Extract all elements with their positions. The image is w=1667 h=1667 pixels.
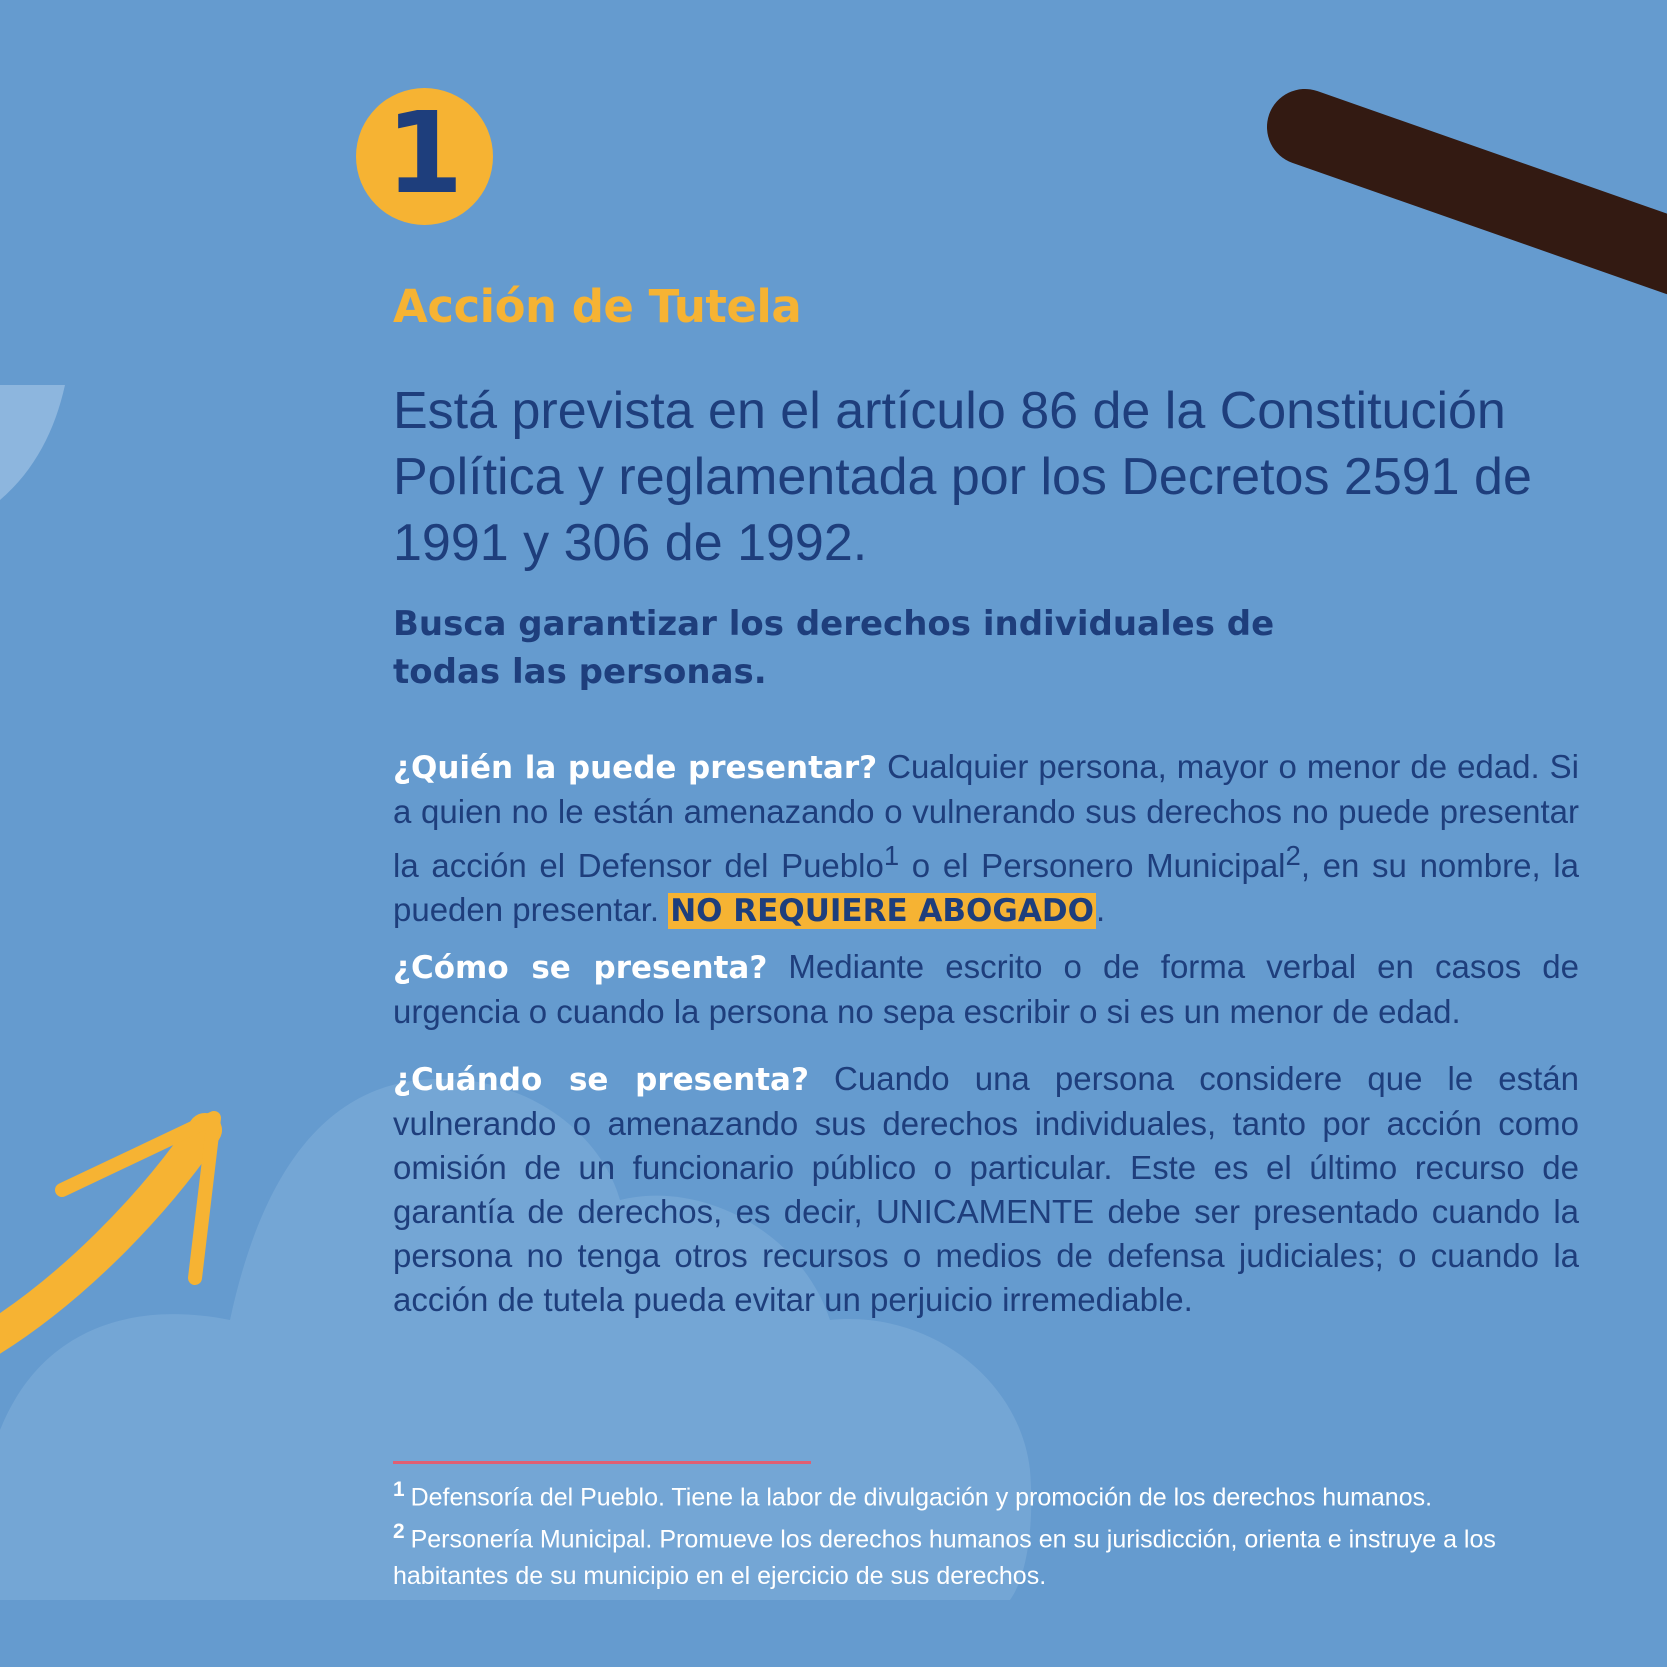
intro-paragraph: Está prevista en el artículo 86 de la Constitución Política y reglamentada por los Decretos 2591 de 1991 y 306 de 1992. — [393, 382, 1532, 572]
footnote-2-mark: 2 — [393, 1520, 405, 1543]
how-question: ¿Cómo se presenta? — [393, 950, 768, 986]
when-question: ¿Cuándo se presenta? — [393, 1062, 809, 1098]
when-text: Cuando una persona considere que le están vulnerando o amenazando sus derechos individuales, tanto por acción como omisión de un funcionario público o particular. Este es el último recurso de garantía de derechos, es decir, UNICAMENTE debe ser presentado cuando la persona no tenga otros recursos o medios de defensa judiciales; o cuando la acción de tutela pueda evitar un perjuicio irremediable. — [393, 1060, 1580, 1318]
footnote-1-mark: 1 — [393, 1478, 405, 1501]
footnote-ref-1: 1 — [883, 840, 900, 871]
arrow-icon — [0, 1118, 214, 1340]
who-text-a: Cualquier persona, mayor o menor de edad. Si a quien no le están amenazando o vulnerando sus derechos no puede presentar la acción el Defensor del Pueblo — [393, 748, 1579, 884]
step-number: 1 — [385, 88, 464, 219]
step-number-badge — [356, 88, 493, 225]
page-title: Acción de Tutela — [393, 280, 802, 333]
how-text: Mediante escrito o de forma verbal en casos de urgencia o cuando la persona no sepa escribir o si es un menor de edad. — [393, 948, 1579, 1030]
how-section — [393, 945, 1579, 1034]
footnote-divider — [393, 1461, 811, 1464]
who-text-d: . — [1095, 891, 1106, 928]
footnote-1-text: Defensoría del Pueblo. Tiene la labor de divulgación y promoción de los derechos humanos. — [410, 1483, 1433, 1512]
footnote-ref-2: 2 — [1285, 840, 1301, 871]
footnote-2-text: Personería Municipal. Promueve los derechos humanos en su jurisdicción, orienta e instruye a los habitantes de su municipio en el ejercicio de sus derechos. — [393, 1525, 1496, 1591]
lead-paragraph: Busca garantizar los derechos individuales de todas las personas. — [393, 604, 1275, 692]
who-section — [393, 745, 1579, 933]
who-question: ¿Quién la puede presentar? — [393, 750, 878, 786]
no-lawyer-highlight: NO REQUIERE ABOGADO — [670, 893, 1094, 929]
footnote-1 — [393, 1471, 1579, 1516]
who-text-b: o el Personero Municipal — [899, 847, 1286, 884]
footnote-2 — [393, 1513, 1579, 1595]
leaf-shape — [0, 385, 65, 500]
stroke-shape — [1305, 127, 1667, 262]
who-text-c: , en su nombre, la pueden presentar. — [393, 847, 1579, 928]
when-section — [393, 1057, 1579, 1322]
